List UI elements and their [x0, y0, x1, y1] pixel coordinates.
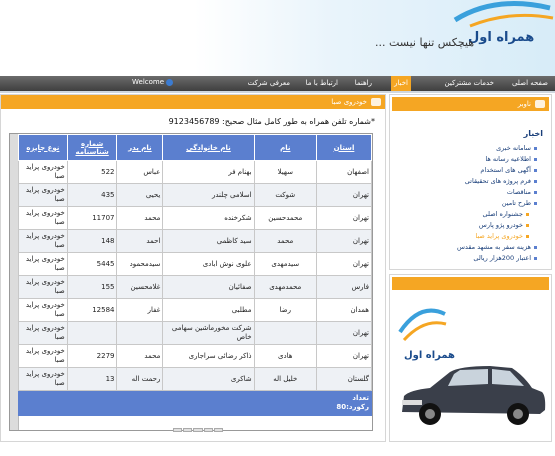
- table-cell: بهنام فر: [163, 161, 254, 184]
- table-cell: خودروی پراید صبا: [19, 322, 68, 345]
- sidebar-item-research[interactable]: فرم پروژه های تحقیقاتی: [457, 176, 537, 187]
- table-cell: محمد: [117, 345, 163, 368]
- table-header-row: [19, 135, 372, 161]
- sidebar-item-festival[interactable]: جشنواره اصلی: [457, 209, 537, 220]
- brand-slogan: هیچکس تنها نیست ...: [375, 36, 475, 49]
- car-icon: [402, 366, 545, 425]
- nav-item-home[interactable]: صفحه اصلی: [511, 79, 548, 87]
- record-count: تعداد رکورد:80: [316, 391, 371, 416]
- table-row: [19, 253, 372, 276]
- table-cell: 435: [67, 184, 117, 207]
- table-cell: محمد: [254, 230, 316, 253]
- sidebar-menu: [457, 143, 537, 264]
- table-cell: ذاکر رضائی سراجاری: [163, 345, 254, 368]
- table-cell: 13: [67, 368, 117, 391]
- table-row: [19, 230, 372, 253]
- site-header: [0, 0, 555, 76]
- table-cell: خودروی پراید صبا: [19, 299, 68, 322]
- table-cell: خودروی پراید صبا: [19, 184, 68, 207]
- column-header[interactable]: نام پدر: [117, 135, 163, 161]
- table-cell: سیدمحمود: [117, 253, 163, 276]
- table-cell: مطلبی: [163, 299, 254, 322]
- table-cell: هادی: [254, 345, 316, 368]
- table-cell: خودروی پراید صبا: [19, 368, 68, 391]
- table-row: [19, 161, 372, 184]
- table-cell: محمدحسین: [254, 207, 316, 230]
- table-cell: شاکری: [163, 368, 254, 391]
- table-cell: خلیل اله: [254, 368, 316, 391]
- table-cell: فارس: [316, 276, 371, 299]
- winners-grid: [9, 133, 373, 431]
- table-cell: رضا: [254, 299, 316, 322]
- ad-logo-text: همراه اول: [404, 350, 455, 361]
- nav-item-about[interactable]: معرفی شرکت: [247, 79, 290, 87]
- table-footer-row: [19, 391, 372, 416]
- table-row: [19, 368, 372, 391]
- nav-item-services[interactable]: خدمات مشترکین: [444, 79, 494, 87]
- table-cell: شکرخنده: [163, 207, 254, 230]
- table-cell: تهران: [316, 230, 371, 253]
- mobile-number-note: *شماره تلفن همراه به طور کامل مثال صحیح: 9123456789: [168, 117, 375, 126]
- table-cell: اسلامی چلندر: [163, 184, 254, 207]
- user-icon: [166, 79, 173, 86]
- winners-panel-header: [1, 95, 385, 109]
- table-cell: [117, 322, 163, 345]
- table-cell: سید کاظمی: [163, 230, 254, 253]
- table-cell: خودروی پراید صبا: [19, 207, 68, 230]
- brand-logo[interactable]: همراه اول: [468, 30, 535, 45]
- sidebar-item-credit[interactable]: اعتبار 200هزار ریالی: [457, 253, 537, 264]
- table-cell: خودروی پراید صبا: [19, 161, 68, 184]
- table-cell: 148: [67, 230, 117, 253]
- table-cell: 522: [67, 161, 117, 184]
- table-cell: عباس: [117, 161, 163, 184]
- table-row: [19, 345, 372, 368]
- table-cell: خودروی پراید صبا: [19, 230, 68, 253]
- table-cell: غفار: [117, 299, 163, 322]
- column-header[interactable]: شماره شناسنامه: [67, 135, 117, 161]
- nav-item-guide[interactable]: راهنما: [354, 79, 372, 87]
- table-row: [19, 299, 372, 322]
- table-cell: گلستان: [316, 368, 371, 391]
- sidebar-item-news-system[interactable]: سامانه خبری: [457, 143, 537, 154]
- footer-cell: [19, 391, 68, 416]
- sidebar-item-pride-saba[interactable]: خودروی پراید صبا: [457, 231, 537, 242]
- table-cell: 155: [67, 276, 117, 299]
- sidebar-panel-title: ناوبر: [517, 100, 531, 108]
- table-cell: شرکت مخورماشین سهامی خاص: [163, 322, 254, 345]
- table-row: [19, 184, 372, 207]
- footer-cell: [67, 391, 117, 416]
- table-row: [19, 276, 372, 299]
- grid-pager[interactable]: [173, 428, 223, 432]
- table-cell: خودروی پراید صبا: [19, 276, 68, 299]
- table-cell: تهران: [316, 253, 371, 276]
- car-ad-panel: [389, 274, 552, 442]
- sidebar-item-peugeot[interactable]: خودرو پژو پارس: [457, 220, 537, 231]
- ad-panel-header: [392, 277, 549, 290]
- column-header[interactable]: استان: [316, 135, 371, 161]
- table-cell: 5445: [67, 253, 117, 276]
- nav-item-news[interactable]: اخبار: [391, 76, 411, 91]
- table-cell: تهران: [316, 207, 371, 230]
- winners-panel-title: خودروی صبا: [331, 98, 367, 106]
- welcome-label: Welcome: [132, 78, 165, 86]
- table-cell: اصفهان: [316, 161, 371, 184]
- table-cell: 2279: [67, 345, 117, 368]
- table-cell: محمد: [117, 207, 163, 230]
- table-cell: همدان: [316, 299, 371, 322]
- sidebar-item-plan[interactable]: طرح تامین: [457, 198, 537, 209]
- footer-cell: [254, 391, 316, 416]
- table-row: [19, 322, 372, 345]
- table-cell: احمد: [117, 230, 163, 253]
- table-cell: صفائیان: [163, 276, 254, 299]
- table-cell: غلامحسین: [117, 276, 163, 299]
- table-cell: [254, 322, 316, 345]
- table-row: [19, 207, 372, 230]
- sidebar-panel: [389, 94, 552, 270]
- winners-panel: [0, 94, 386, 442]
- panel-header-icon: [371, 98, 381, 106]
- table-cell: 12584: [67, 299, 117, 322]
- table-cell: سهیلا: [254, 161, 316, 184]
- sidebar-panel-header: [392, 97, 549, 111]
- table-cell: 11707: [67, 207, 117, 230]
- sidebar-item-mashhad[interactable]: هزینه سفر به مشهد مقدس: [457, 242, 537, 253]
- column-header[interactable]: نام: [254, 135, 316, 161]
- welcome-text: [132, 78, 173, 86]
- table-cell: خودروی پراید صبا: [19, 345, 68, 368]
- nav-item-contact[interactable]: ارتباط با ما: [305, 79, 338, 87]
- table-cell: علوی نوش ابادی: [163, 253, 254, 276]
- column-header[interactable]: نام خانوادگی: [163, 135, 254, 161]
- footer-cell: [163, 391, 254, 416]
- table-cell: شوکت: [254, 184, 316, 207]
- table-cell: تهران: [316, 345, 371, 368]
- header-divider: [0, 91, 555, 93]
- sidebar-section-title[interactable]: اخبار: [523, 129, 543, 138]
- table-cell: یحیی: [117, 184, 163, 207]
- table-cell: تهران: [316, 322, 371, 345]
- main-navbar: [0, 76, 555, 91]
- footer-cell: [117, 391, 163, 416]
- car-ad-image[interactable]: [390, 292, 551, 440]
- table-cell: سیدمهدی: [254, 253, 316, 276]
- sidebar-item-tenders[interactable]: مناقصات: [457, 187, 537, 198]
- table-cell: رحمت اله: [117, 368, 163, 391]
- table-cell: [67, 322, 117, 345]
- sidebar-header-icon: [535, 100, 545, 108]
- winners-table: [18, 134, 372, 416]
- sidebar-item-jobs[interactable]: آگهی های استخدام: [457, 165, 537, 176]
- column-header[interactable]: نوع جایزه: [19, 135, 68, 161]
- table-cell: محمدمهدی: [254, 276, 316, 299]
- table-cell: تهران: [316, 184, 371, 207]
- table-cell: خودروی پراید صبا: [19, 253, 68, 276]
- sidebar-item-press[interactable]: اطلاعیه رسانه ها: [457, 154, 537, 165]
